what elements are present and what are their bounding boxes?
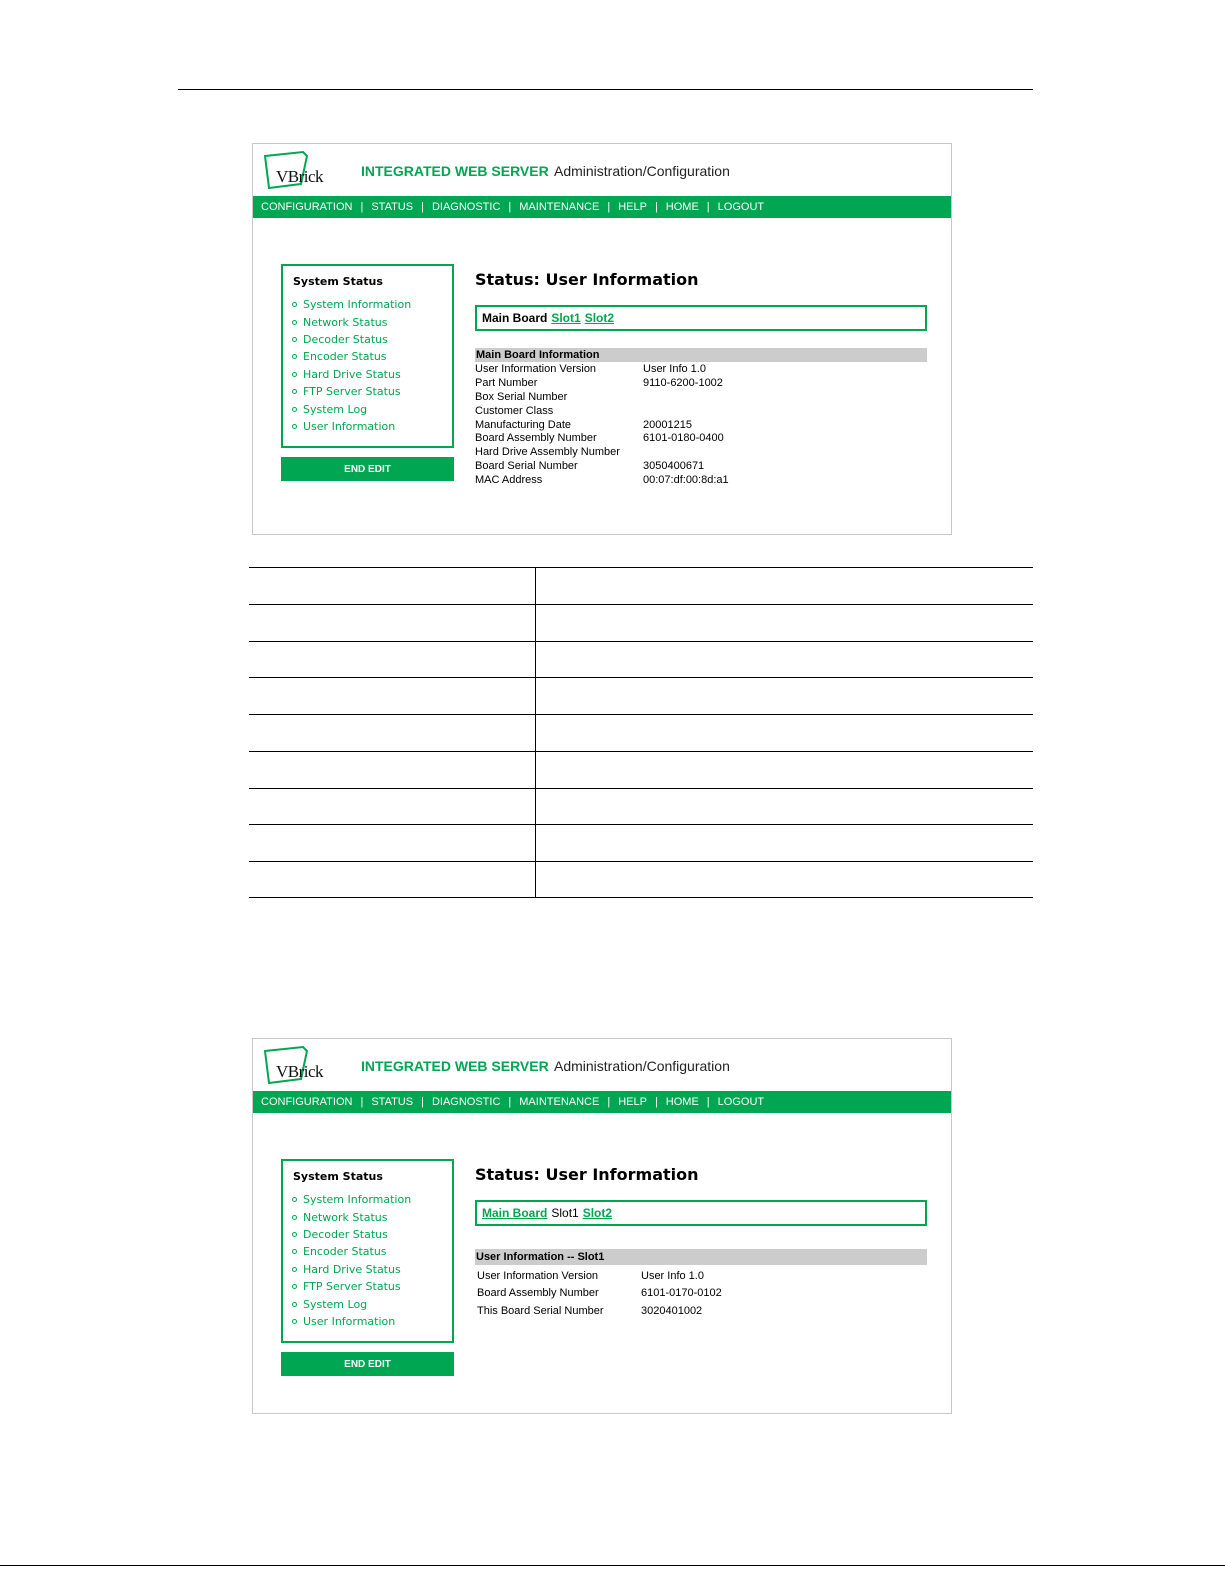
sidebar-item-network-status[interactable] [292,1208,411,1225]
app-subtitle: Administration/Configuration [554,163,730,179]
info-value: 3020401002 [641,1304,703,1317]
sidebar-item-ftp-server-status[interactable] [292,1278,411,1295]
info-label: User Information Version [477,1270,599,1282]
menu-separator: | [654,1096,658,1108]
sidebar-item-label[interactable]: FTP Server Status [303,1280,401,1294]
bullet-icon [292,1284,297,1289]
menu-diagnostic[interactable]: DIAGNOSTIC [431,201,501,213]
menu-separator: | [360,201,364,213]
info-label: Board Serial Number [475,460,578,473]
info-value: 6101-0180-0400 [643,432,724,445]
info-value: 9110-6200-1002 [643,376,723,389]
menu-separator: | [706,1096,710,1108]
sidebar-item-system-log[interactable] [292,1295,411,1312]
bullet-icon [292,407,297,412]
menu-separator: | [360,1096,364,1108]
info-row [475,377,729,391]
info-row [475,446,729,460]
menu-separator: | [706,201,710,213]
info-value: 20001215 [643,418,692,431]
info-row [475,405,729,419]
section-header: User Information -- Slot1 [475,1249,927,1265]
info-row [477,1303,722,1320]
vbrick-logo [263,1045,324,1083]
table-rule [249,861,1033,862]
bullet-icon [292,1319,297,1324]
table-rule [249,788,1033,789]
tab-main-board: Main Board [482,311,548,325]
menu-home[interactable]: HOME [665,201,699,213]
info-label: User Information Version [475,363,597,375]
menu-status[interactable]: STATUS [371,1096,414,1108]
page-header-rule [178,89,1033,90]
end-edit-button[interactable]: END EDIT [281,1352,454,1376]
vbrick-logo [263,150,324,188]
sidebar-item-label[interactable]: System Information [303,298,412,312]
tab-main-board[interactable]: Main Board [482,1206,548,1220]
bullet-icon [292,389,297,394]
info-label: Board Assembly Number [475,432,597,445]
menu-maintenance[interactable]: MAINTENANCE [519,201,600,213]
menu-logout[interactable]: LOGOUT [717,201,765,213]
info-label: Part Number [475,376,538,389]
menu-separator: | [508,1096,512,1108]
info-row [475,474,729,488]
sidebar-item-label[interactable]: Network Status [303,1210,388,1224]
info-value: 00:07:df:00:8d:a1 [643,474,729,487]
bullet-icon [292,1249,297,1254]
sidebar-item-user-information[interactable] [292,418,411,435]
menu-separator: | [607,201,611,213]
menu-help[interactable]: HELP [618,1096,647,1108]
table-rule [249,604,1033,605]
table-rule [249,641,1033,642]
board-tabs [475,305,927,331]
tab-slot2[interactable]: Slot2 [584,311,615,325]
page-title: Status: User Information [475,270,699,289]
info-value: 6101-0170-0102 [641,1287,722,1300]
info-value: User Info 1.0 [643,363,706,375]
info-value: 3050400671 [643,460,705,473]
page-footer-rule [0,1565,1225,1566]
menu-separator: | [508,201,512,213]
tab-slot2[interactable]: Slot2 [582,1206,613,1220]
info-value: User Info 1.0 [641,1270,704,1282]
bullet-icon [292,1232,297,1237]
menu-configuration[interactable]: CONFIGURATION [261,201,353,213]
sidebar-item-label[interactable]: System Information [303,1193,412,1207]
sidebar-item-decoder-status[interactable] [292,331,411,348]
info-row [475,419,729,433]
app-subtitle: Administration/Configuration [554,1058,730,1074]
sidebar-item-label[interactable]: Hard Drive Status [303,367,401,381]
table-rule [249,714,1033,715]
info-label: Hard Drive Assembly Number [475,446,620,459]
sidebar-item-label[interactable]: User Information [303,419,396,433]
app-title: INTEGRATED WEB SERVER [361,1058,549,1074]
bullet-icon [292,354,297,359]
bullet-icon [292,1215,297,1220]
menu-maintenance[interactable]: MAINTENANCE [519,1096,600,1108]
menu-separator: | [654,201,658,213]
info-label: Customer Class [475,404,554,417]
info-row [475,460,729,474]
tab-slot1[interactable]: Slot1 [551,311,581,325]
section-header: Main Board Information [475,348,927,362]
bullet-icon [292,424,297,429]
menu-help[interactable]: HELP [618,201,647,213]
table-rule [249,567,1033,568]
menu-configuration[interactable]: CONFIGURATION [261,1096,353,1108]
sidebar-item-hard-drive-status[interactable] [292,1261,411,1278]
menu-status[interactable]: STATUS [371,201,414,213]
top-menu [253,196,951,218]
sidebar-item-label[interactable]: System Log [303,402,368,416]
end-edit-button[interactable]: END EDIT [281,457,454,481]
info-row [475,363,729,377]
sidebar [281,264,454,448]
screenshot-main-board [252,143,952,535]
table-rule [249,677,1033,678]
logo-text: VBrick [276,1062,324,1081]
info-list [475,363,729,488]
sidebar-item-system-information[interactable] [292,296,411,313]
tab-slot1: Slot1 [551,1206,579,1220]
page-title: Status: User Information [475,1165,699,1184]
sidebar-item-encoder-status[interactable] [292,348,411,365]
sidebar-item-user-information[interactable] [292,1313,411,1330]
board-tabs [475,1200,927,1226]
sidebar-item-label[interactable]: System Log [303,1297,368,1311]
bullet-icon [292,1267,297,1272]
sidebar-item-decoder-status[interactable] [292,1226,411,1243]
info-label: Board Assembly Number [477,1287,599,1300]
info-label: MAC Address [475,474,543,487]
sidebar-item-network-status[interactable] [292,313,411,330]
info-label: Manufacturing Date [475,418,571,431]
table-column-divider [535,567,536,898]
sidebar-item-label[interactable]: Network Status [303,315,388,329]
field-table [249,567,1033,898]
bullet-icon [292,337,297,342]
sidebar-item-label[interactable]: User Information [303,1314,396,1328]
sidebar-title: System Status [293,275,383,288]
info-list [477,1268,722,1320]
table-rule [249,751,1033,752]
bullet-icon [292,372,297,377]
menu-home[interactable]: HOME [665,1096,699,1108]
info-row [477,1268,722,1285]
screenshot-slot1 [252,1038,952,1414]
info-row [477,1285,722,1302]
sidebar [281,1159,454,1343]
sidebar-item-ftp-server-status[interactable] [292,383,411,400]
info-row [475,391,729,405]
menu-logout[interactable]: LOGOUT [717,1096,765,1108]
menu-separator: | [421,1096,424,1108]
menu-diagnostic[interactable]: DIAGNOSTIC [431,1096,501,1108]
table-rule [249,824,1033,825]
bullet-icon [292,1302,297,1307]
top-menu [253,1091,951,1113]
sidebar-item-label[interactable]: Hard Drive Status [303,1262,401,1276]
logo-text: VBrick [276,167,324,186]
info-label: This Board Serial Number [477,1304,604,1317]
sidebar-item-system-information[interactable] [292,1191,411,1208]
sidebar-item-system-log[interactable] [292,400,411,417]
sidebar-item-encoder-status[interactable] [292,1243,411,1260]
sidebar-title: System Status [293,1170,383,1183]
app-title: INTEGRATED WEB SERVER [361,163,549,179]
sidebar-item-label[interactable]: FTP Server Status [303,385,401,399]
bullet-icon [292,320,297,325]
sidebar-item-label[interactable]: Decoder Status [303,332,388,346]
sidebar-item-label[interactable]: Decoder Status [303,1227,388,1241]
menu-separator: | [421,201,424,213]
sidebar-item-label[interactable]: Encoder Status [303,350,387,364]
table-rule [249,897,1033,898]
menu-separator: | [607,1096,611,1108]
bullet-icon [292,302,297,307]
bullet-icon [292,1197,297,1202]
info-row [475,432,729,446]
sidebar-item-label[interactable]: Encoder Status [303,1245,387,1259]
info-label: Box Serial Number [475,390,568,403]
sidebar-item-hard-drive-status[interactable] [292,366,411,383]
